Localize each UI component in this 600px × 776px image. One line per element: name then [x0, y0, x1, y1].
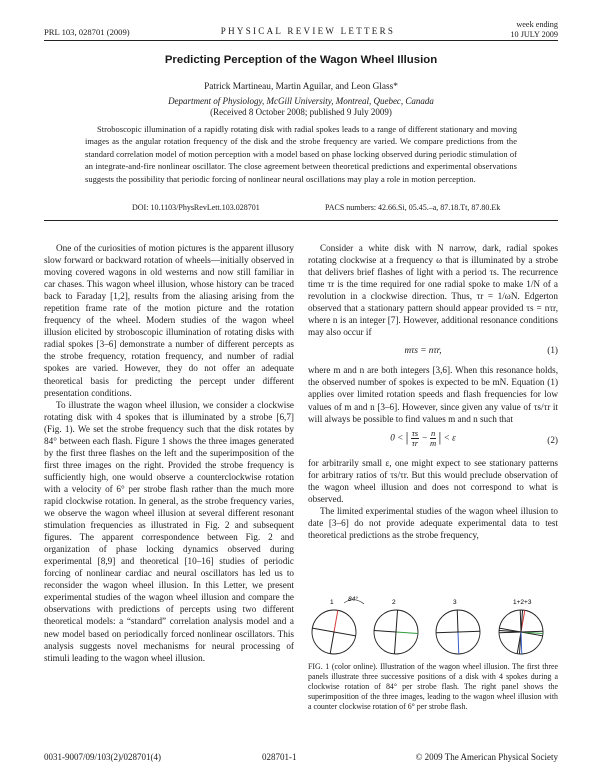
author-list: Patrick Martineau, Martin Aguilar, and Leon Glass* [204, 82, 398, 92]
page-number: 028701-1 [262, 752, 297, 762]
model-paragraph-1a: Consider a white disk with N narrow, dark, radial spokes rotating clockwise at a frequency ω that is illuminated by a strobe that delivers brief flashes of light with a period τs. The recurrence time τr is the time required for one radial spoke to make 1/N of a revolution in a clockwise direction. Thus, τr = 1/ωN. Edgerton observed that a stationary pattern should appear provided τs = nτr, where n is an integer [7]. However, additional resonance conditions may also occur if [308, 243, 558, 338]
equation-2 [308, 426, 558, 456]
panel-label-sum: 1+2+3 [513, 599, 532, 606]
copyright: © 2009 The American Physical Society [415, 752, 558, 762]
eq2-fraction-1 [411, 429, 419, 448]
equation-1-number: (1) [547, 345, 558, 356]
abstract-rule [44, 220, 558, 221]
running-head-left: PRL 103, 028701 (2009) [44, 27, 130, 37]
eq2-frac1-den: τr [411, 437, 419, 448]
doi-text[interactable]: DOI: 10.1103/PhysRevLett.103.028701 [132, 203, 260, 212]
figure-1 [308, 592, 558, 660]
eq2-frac1-num: τs [411, 427, 419, 438]
angle-label: 84° [348, 596, 358, 603]
equation-2-body: 0 < | $\frac{\tau s}{\tau r}$ − $\frac{n}{m}$ | < ε [390, 427, 456, 448]
issue-date [510, 20, 558, 40]
date-label: 10 JULY 2009 [510, 30, 558, 39]
eq2-left: 0 < [390, 432, 404, 443]
journal-name: PHYSICAL REVIEW LETTERS [220, 26, 396, 36]
eq2-frac2-den: m [429, 437, 437, 448]
panel-label-3: 3 [453, 599, 457, 606]
eq2-right: < ε [443, 432, 456, 443]
eq2-fraction-2 [430, 429, 436, 448]
eq2-frac2-num: n [430, 427, 436, 438]
figure-1-caption: FIG. 1 (color online). Illustration of the wagon wheel illusion. The first three panels illustrate three successive positions of a disk with 4 spokes during a clockwise rotation of 84° per strobe flash. The right panel shows the superimposition of the three images, leading to the wagon wheel illusion with a counter clockwise rotation of 6° per strobe flash. [308, 662, 558, 711]
week-label: week ending [516, 20, 558, 29]
pacs-numbers: PACS numbers: 42.66.Si, 05.45.–a, 87.18.Tt, 87.80.Ek [325, 203, 501, 212]
equation-2-number: (2) [547, 434, 558, 445]
intro-paragraph-1: One of the curiosities of motion pictures is the apparent illusory slow forward or backward rotation of wheels—initially observed in moving covered wagons in old westerns and now still familiar in car chases. This wagon wheel illusion, whose history can be traced back to Faraday [1,2], results from the aliasing arising from the repetition frame rate of the motion picture and the rotation frequency of the wheel. Modern studies of the wagon wheel illusion elicited by stroboscopic illumination of rotating disks with radial spokes [3–6] demonstrate a number of different percepts as the strobe frequency, rotation frequency, and number of radial spokes are varied. However, they do not offer an adequate theoretical basis for predicting the percept under different presentation conditions. [44, 243, 294, 398]
received-date: (Received 8 October 2008; published 9 July 2009) [210, 107, 392, 117]
left-column [44, 242, 294, 664]
paper-title: Predicting Perception of the Wagon Wheel Illusion [164, 54, 438, 66]
panel-label-1: 1 [330, 599, 334, 606]
panel-label-2: 2 [392, 599, 396, 606]
eq2-minus: − [421, 432, 428, 443]
model-paragraph-1c: for arbitrarily small ε, one might expect to see stationary patterns for arbitrary ratios of τs/τr. But this would preclude observation of the wagon wheel illusion and does not correspond to what is observed. [308, 457, 558, 504]
footer-code: 0031-9007/09/103(2)/028701(4) [44, 752, 161, 762]
affiliation: Department of Physiology, McGill University, Montreal, Quebec, Canada [168, 96, 434, 106]
model-paragraph-2: The limited experimental studies of the wagon wheel illusion to date [3–6] do not provide adequate experimental data to test theoretical predictions as the strobe frequency, [308, 505, 558, 540]
equation-1-body: mτs = nτr, [404, 345, 442, 356]
header-rule [44, 40, 558, 41]
model-paragraph-1b: where m and n are both integers [3,6]. When this resonance holds, the observed number of spokes is expected to be mN. Equation (1) applies over limited rotation speeds and flash frequencies for low values of m and n [3–6]. However, since given any value of τs/τr it will always be possible to find values m and n such that [308, 365, 558, 424]
equation-1 [308, 339, 558, 363]
intro-paragraph-2: To illustrate the wagon wheel illusion, we consider a clockwise rotating disk with 4 spokes that is illuminated by a strobe [6,7] (Fig. 1). We set the strobe frequency such that the disk rotates by 84° between each flash. Figure 1 shows the three images generated by the first three flashes on the left and the superimposition of the first three images on the right. Provided the strobe frequency is sufficiently high, one would observe a counterclockwise rotation with a velocity of 6° per strobe flash rather than the much more rapid clockwise rotation. In general, as the strobe frequency varies, we observe the wagon wheel illusion at several different resonant stimulation frequencies as illustrated in Fig. 2 and subsequent figures. The apparent correspondence between Fig. 2 and organization of phase locking dynamics observed during experimental [8,9] and theoretical [10–16] studies of periodic forcing of nonlinear cardiac and neural oscillators has led us to reconsider the wagon wheel illusion. In this Letter, we present experimental studies of the wagon wheel illusion and compare the observations with predictions of percepts using two different theoretical models: a “standard” correlation analysis model and a new model based on periodically forced nonlinear oscillators. This analysis suggests novel mechanisms for neural processing of stimuli leading to the wagon wheel illusion. [44, 399, 294, 663]
abstract: Stroboscopic illumination of a rapidly rotating disk with radial spokes leads to a range of different stationary and moving images as the angular rotation frequency of the disk and the strobe frequency are varied. We compare predictions from the standard correlation model of motion perception with a model based on phase locking observed during periodic stimulation of an integrate-and-fire nonlinear oscillator. The close agreement between theoretical predictions and experimental observations suggests the possibility that periodic forcing of nonlinear neural oscillations may play a role in motion perception. [85, 124, 517, 184]
doi-link[interactable] [132, 203, 260, 212]
right-column [308, 242, 558, 541]
